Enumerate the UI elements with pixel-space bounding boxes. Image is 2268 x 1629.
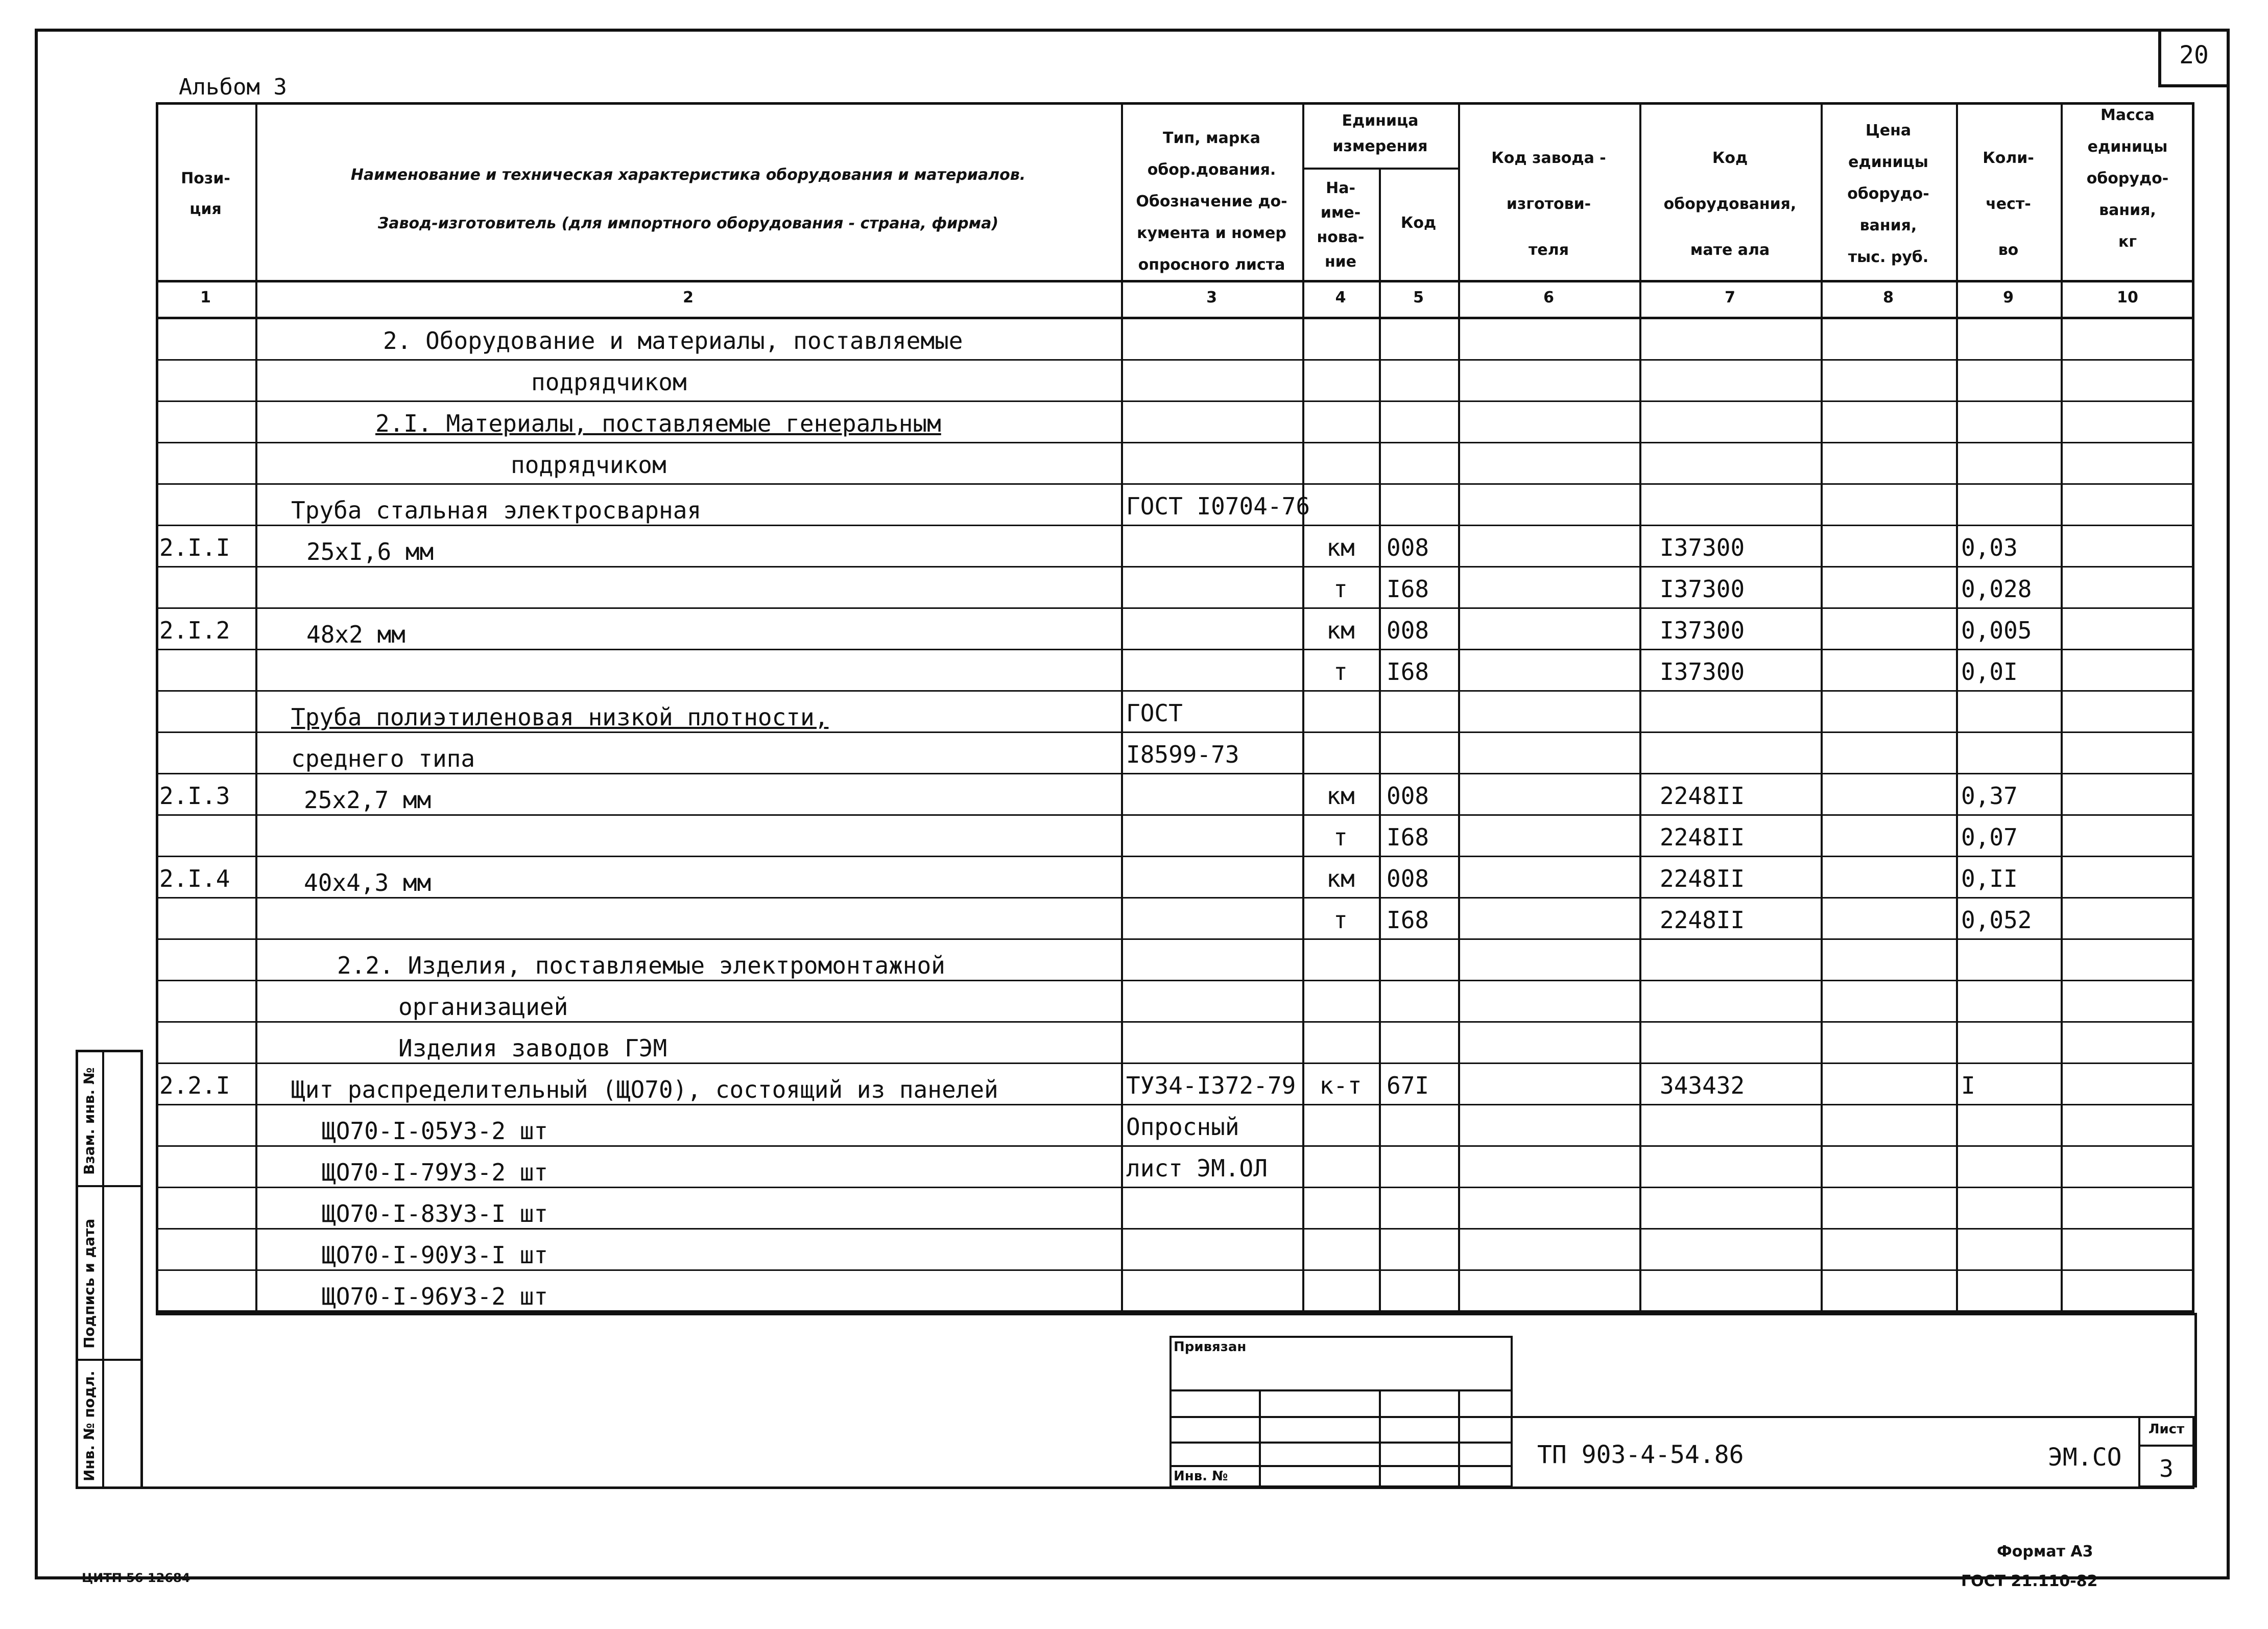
col-number: 8	[1883, 289, 1894, 306]
lower-frame-line	[143, 1486, 2194, 1489]
cell-unit: т	[1333, 658, 1348, 686]
col-line	[1956, 102, 1958, 1313]
cell-qty: 0,0I	[1961, 658, 2018, 686]
row-line	[156, 483, 2194, 485]
side-strip-divider	[102, 1050, 104, 1489]
row-line	[156, 442, 2194, 443]
cell-pos: 2.I.3	[159, 782, 230, 810]
col-number: 9	[2003, 289, 2014, 306]
cell-unit: к-т	[1319, 1072, 1362, 1099]
cell-type: ГОСТ	[1126, 699, 1183, 727]
cell-name: Труба стальная электросварная	[291, 497, 702, 524]
cell-equip: 2248II	[1660, 906, 1745, 934]
row-line	[156, 400, 2194, 402]
cell-code: I68	[1387, 658, 1429, 686]
header-type: Тип, марка обор.дования. Обозначение до- кумента и номер опросного листа	[1136, 129, 1287, 274]
doc-mark: ЭМ.СО	[2048, 1443, 2122, 1472]
cell-code: 67I	[1387, 1072, 1429, 1099]
header-maker: Код завода - изготови- теля	[1491, 149, 1606, 259]
col-number: 6	[1543, 289, 1554, 306]
row-line	[156, 649, 2194, 650]
cell-name: 48x2 мм	[306, 621, 405, 648]
side-label-vzam: Взам. инв. №	[81, 1067, 98, 1175]
header-unit-group: Единица измерения	[1332, 112, 1428, 155]
cell-equip: 2248II	[1660, 782, 1745, 810]
cell-name: ЩО70-I-05У3-2 шт	[322, 1117, 548, 1145]
cell-unit: т	[1333, 823, 1348, 851]
lower-frame-right	[2194, 1313, 2197, 1488]
row-line	[156, 1104, 2194, 1105]
standard-label: ГОСТ 21.110-82	[1961, 1572, 2098, 1590]
header-pos: Пози- ция	[181, 170, 230, 218]
cell-unit: т	[1333, 906, 1348, 934]
privyazan-col	[1458, 1389, 1460, 1488]
header-equip-code: Код оборудования, мате ала	[1663, 149, 1797, 259]
row-line	[156, 1269, 2194, 1271]
col-line	[1121, 102, 1123, 1313]
side-label-signature: Подпись и дата	[81, 1218, 98, 1349]
side-strip-line	[76, 1185, 143, 1187]
row-line	[156, 607, 2194, 609]
privyazan-line	[1169, 1389, 1513, 1391]
cell-type: ГОСТ I0704-76	[1126, 492, 1310, 520]
cell-type: Опросный	[1126, 1113, 1239, 1141]
cell-name: ЩО70-I-96У3-2 шт	[322, 1283, 548, 1310]
cell-code: 008	[1387, 865, 1429, 892]
cell-qty: 0,005	[1961, 617, 2032, 644]
cell-name: 25xI,6 мм	[306, 538, 434, 565]
col-number: 5	[1413, 289, 1424, 306]
cell-name: среднего типа	[291, 745, 475, 772]
cell-equip: 343432	[1660, 1072, 1745, 1099]
cell-name: 40x4,3 мм	[304, 869, 432, 896]
row-line	[156, 731, 2194, 733]
col-line	[1302, 102, 1304, 1313]
header-unit-code: Код	[1400, 214, 1437, 232]
col-line	[1639, 102, 1641, 1313]
cell-code: 008	[1387, 534, 1429, 561]
row-line	[156, 1228, 2194, 1230]
col-line	[2061, 102, 2063, 1313]
cell-equip: I37300	[1660, 575, 1745, 603]
cell-equip: I37300	[1660, 534, 1745, 561]
col-line	[1379, 169, 1381, 1313]
header-qty: Коли- чест- во	[1983, 149, 2034, 259]
cell-equip: I37300	[1660, 617, 1745, 644]
sheet-box-line	[2138, 1445, 2194, 1447]
col-number: 3	[1206, 289, 1217, 306]
cell-name: Щит распределительный (ЩО70), состоящий из панелей	[291, 1076, 998, 1103]
header-line	[156, 317, 2194, 319]
row-line	[156, 1187, 2194, 1188]
cell-name: организацией	[398, 993, 568, 1021]
row-line	[156, 856, 2194, 857]
row-line	[156, 980, 2194, 981]
cell-pos: 2.I.2	[159, 617, 230, 644]
cell-name: 25x2,7 мм	[304, 786, 432, 814]
row-line	[156, 938, 2194, 940]
cell-pos: 2.I.4	[159, 865, 230, 892]
cell-equip: 2248II	[1660, 823, 1745, 851]
album-label: Альбом 3	[179, 74, 287, 100]
cell-type: ТУ34-I372-79	[1126, 1072, 1296, 1099]
cell-qty: 0,028	[1961, 575, 2032, 603]
page-number: 20	[2179, 41, 2209, 69]
header-name: Наименование и техническая характеристика оборудования и материалов. Завод-изготовитель (для импортного оборудования - страна, фирма)	[350, 166, 1026, 232]
cell-name: подрядчиком	[531, 368, 687, 396]
row-line	[156, 1145, 2194, 1147]
row-line	[156, 1063, 2194, 1064]
sheet-label: Лист	[2148, 1422, 2185, 1437]
cell-qty: I	[1961, 1072, 1975, 1099]
col-number: 10	[2117, 289, 2138, 306]
doc-code: ТП 903-4-54.86	[1537, 1441, 1744, 1469]
cell-name: 2.I. Материалы, поставляемые генеральным	[375, 410, 941, 437]
cell-name: Изделия заводов ГЭМ	[398, 1034, 667, 1062]
cell-name: подрядчиком	[511, 451, 666, 479]
row-line	[156, 525, 2194, 526]
inv-no-label: Инв. №	[1174, 1469, 1228, 1484]
cell-name: 2.2. Изделия, поставляемые электромонтажной	[337, 952, 945, 979]
row-line	[156, 1021, 2194, 1023]
privyazan-line	[1169, 1442, 1513, 1444]
header-unit-name: На- име- нова- ние	[1317, 179, 1365, 271]
cell-name: ЩО70-I-79У3-2 шт	[322, 1159, 548, 1186]
side-label-inv: Инв. № подл.	[81, 1371, 98, 1481]
row-line	[156, 690, 2194, 692]
sheet-number: 3	[2159, 1455, 2174, 1482]
privyazan-line	[1169, 1416, 1513, 1418]
col-number: 7	[1725, 289, 1735, 306]
row-line	[156, 773, 2194, 774]
cell-name: ЩО70-I-83У3-I шт	[322, 1200, 548, 1227]
cell-unit: км	[1326, 865, 1355, 892]
cell-qty: 0,03	[1961, 534, 2018, 561]
cell-code: 008	[1387, 617, 1429, 644]
col-number: 4	[1335, 289, 1346, 306]
cell-code: I68	[1387, 575, 1429, 603]
header-mass: Масса единицы оборудо- вания, кг	[2086, 106, 2169, 251]
cell-name: Труба полиэтиленовая низкой плотности,	[291, 703, 829, 731]
side-strip-line	[76, 1359, 143, 1361]
cell-name: 2. Оборудование и материалы, поставляемые	[383, 327, 963, 355]
cell-unit: км	[1326, 534, 1355, 561]
cell-name: ЩО70-I-90У3-I шт	[322, 1241, 548, 1269]
cell-qty: 0,052	[1961, 906, 2032, 934]
cell-equip: 2248II	[1660, 865, 1745, 892]
row-line	[156, 897, 2194, 899]
cell-pos: 2.I.I	[159, 534, 230, 561]
privyazan-col	[1379, 1389, 1381, 1488]
body-bottom-line	[156, 1313, 2194, 1315]
row-line	[156, 566, 2194, 568]
stamp-label: ЦИТП 56 12684	[82, 1571, 190, 1585]
cell-qty: 0,07	[1961, 823, 2018, 851]
cell-qty: 0,37	[1961, 782, 2018, 810]
cell-type: I8599-73	[1126, 741, 1239, 768]
cell-type: лист ЭМ.ОЛ	[1126, 1154, 1268, 1182]
privyazan-label: Привязан	[1174, 1339, 1247, 1355]
col-line	[1458, 102, 1460, 1313]
privyazan-col	[1259, 1389, 1261, 1488]
col-line	[255, 102, 257, 1313]
cell-pos: 2.2.I	[159, 1072, 230, 1099]
cell-equip: I37300	[1660, 658, 1745, 686]
title-block-top	[1513, 1416, 2194, 1418]
col-number: 1	[200, 289, 211, 306]
cell-unit: км	[1326, 617, 1355, 644]
cell-unit: т	[1333, 575, 1348, 603]
cell-code: 008	[1387, 782, 1429, 810]
cell-qty: 0,II	[1961, 865, 2018, 892]
header-line	[1302, 168, 1458, 170]
col-line	[1821, 102, 1823, 1313]
row-line	[156, 814, 2194, 816]
row-line	[156, 359, 2194, 361]
col-number: 2	[683, 289, 694, 306]
cell-unit: км	[1326, 782, 1355, 810]
header-price: Цена единицы оборудо- вания, тыс. руб.	[1847, 122, 1929, 266]
privyazan-line	[1169, 1465, 1513, 1467]
cell-code: I68	[1387, 906, 1429, 934]
cell-code: I68	[1387, 823, 1429, 851]
format-label: Формат А3	[1997, 1543, 2093, 1561]
